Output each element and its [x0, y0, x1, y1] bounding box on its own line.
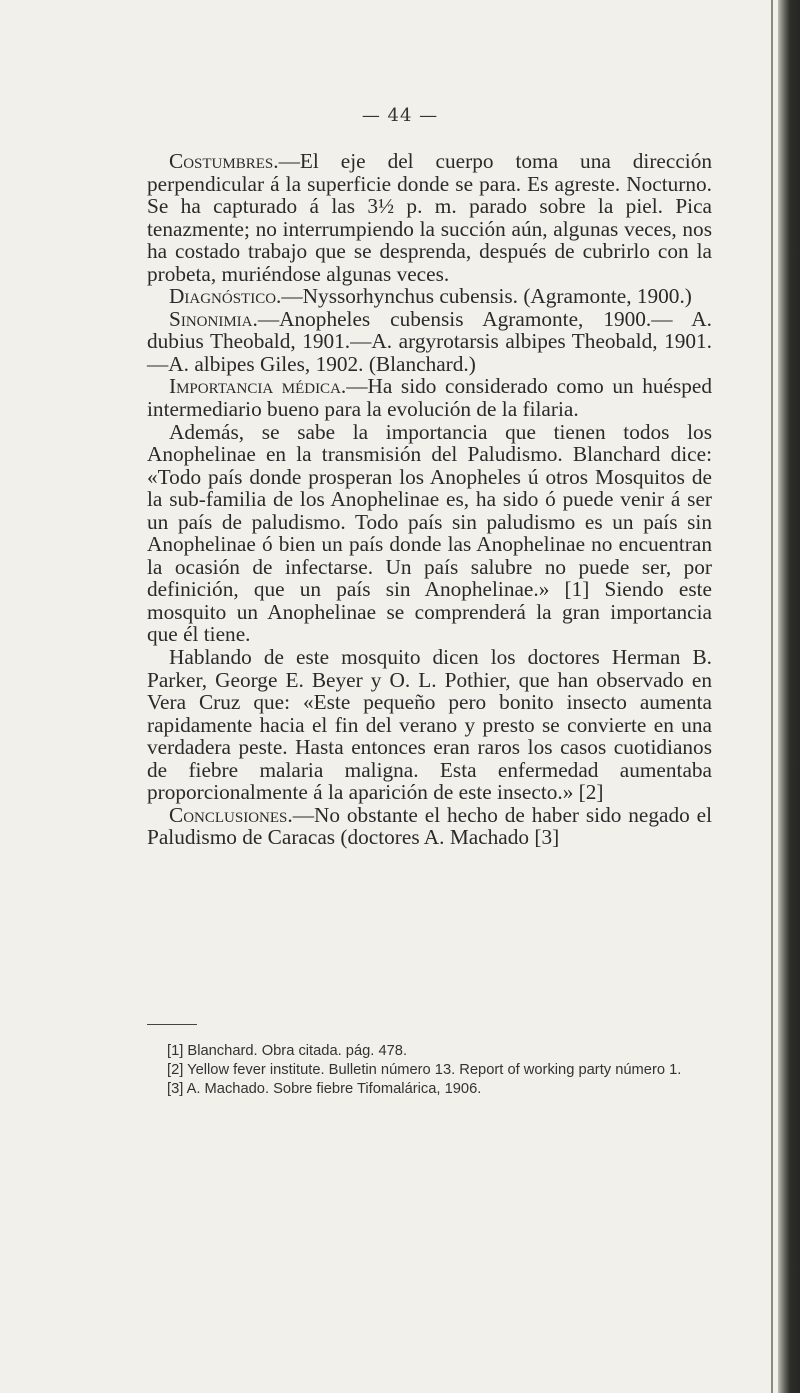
footnotes	[147, 1042, 712, 1098]
paragraph-text: Hablando de este mosquito dicen los doctores Herman B. Parker, George E. Beyer y O. L. Pothier, que han observado en Vera Cruz que: «Este pequeño pero bonito insecto aumenta rapidamente hacia el fin del verano y presto se convierte en una verdadera peste. Hasta entonces eran raros los casos cuotidianos de fiebre malaria maligna. Esta enfermedad aumentaba proporcionalmente á la aparición de este insecto.» [2]	[147, 645, 712, 805]
paragraph-text: —Nyssorhynchus cubensis. (Agramonte, 1900.)	[281, 284, 692, 309]
paragraph	[147, 375, 712, 420]
paragraph-text: Además, se sabe la importancia que tienen todos los Anophelinae en la transmisión del Paludismo. Blanchard dice: «Todo país donde prosperan los Anopheles ú otros Mosquitos de la sub-familia de los Anophelinae es, ha sido ó puede venir á ser un país de paludismo. Todo país sin paludismo es un país sin Anophelinae ó bien un país donde las Anophelinae no encuentran la ocasión de infectarse. Un país salubre no puede ser, por definición, que un país sin Anophelinae.» [1] Siendo este mosquito un Anophelinae se comprenderá la gran importancia que él tiene.	[147, 419, 712, 647]
binding-shadow-line	[771, 0, 773, 1393]
section-lead: Sinonimia.	[169, 306, 258, 331]
paragraph	[147, 421, 712, 646]
paragraph-text: —No obstante el hecho de haber sido negado el Paludismo de Caracas (doctores A. Machado [3]	[147, 802, 712, 850]
paragraph	[147, 646, 712, 804]
paragraph	[147, 285, 712, 308]
paragraph	[147, 308, 712, 376]
footnote: [2] Yellow fever institute. Bulletin número 13. Report of working party número 1.	[167, 1061, 682, 1078]
paragraph-text: —Ha sido considerado como un huésped intermediario bueno para la evolución de la filaria.	[147, 374, 712, 422]
footnote: [3] A. Machado. Sobre fiebre Tifomalárica, 1906.	[167, 1080, 482, 1097]
paragraph-text: —El eje del cuerpo toma una dirección perpendicular á la superficie donde se para. Es agreste. Nocturno. Se ha capturado á las 3½ p. m. parado sobre la piel. Pica tenazmente; no interrumpiendo la succión aún, algunas veces, nos ha costado trabajo que se desprenda, después de cubrirlo con la probeta, muriéndose algunas veces.	[147, 149, 712, 286]
footnote: [1] Blanchard. Obra citada. pág. 478.	[167, 1043, 408, 1059]
paragraph-text: —Anopheles cubensis Agramonte, 1900.— A. dubius Theobald, 1901.—A. argyrotarsis albipes Theobald, 1901.—A. albipes Giles, 1902. (Blanchard.)	[147, 306, 712, 376]
body-text	[147, 150, 712, 849]
section-lead: Costumbres.	[169, 149, 279, 173]
paragraph	[147, 804, 712, 849]
page-number: — 44 —	[361, 105, 439, 126]
footnote-divider	[147, 1024, 197, 1025]
section-lead: Conclusiones.	[169, 802, 293, 827]
paragraph	[147, 150, 712, 285]
section-lead: Importancia médica.	[169, 374, 347, 399]
section-lead: Diagnóstico.	[169, 284, 282, 309]
page-edge-shadow	[778, 0, 800, 1393]
